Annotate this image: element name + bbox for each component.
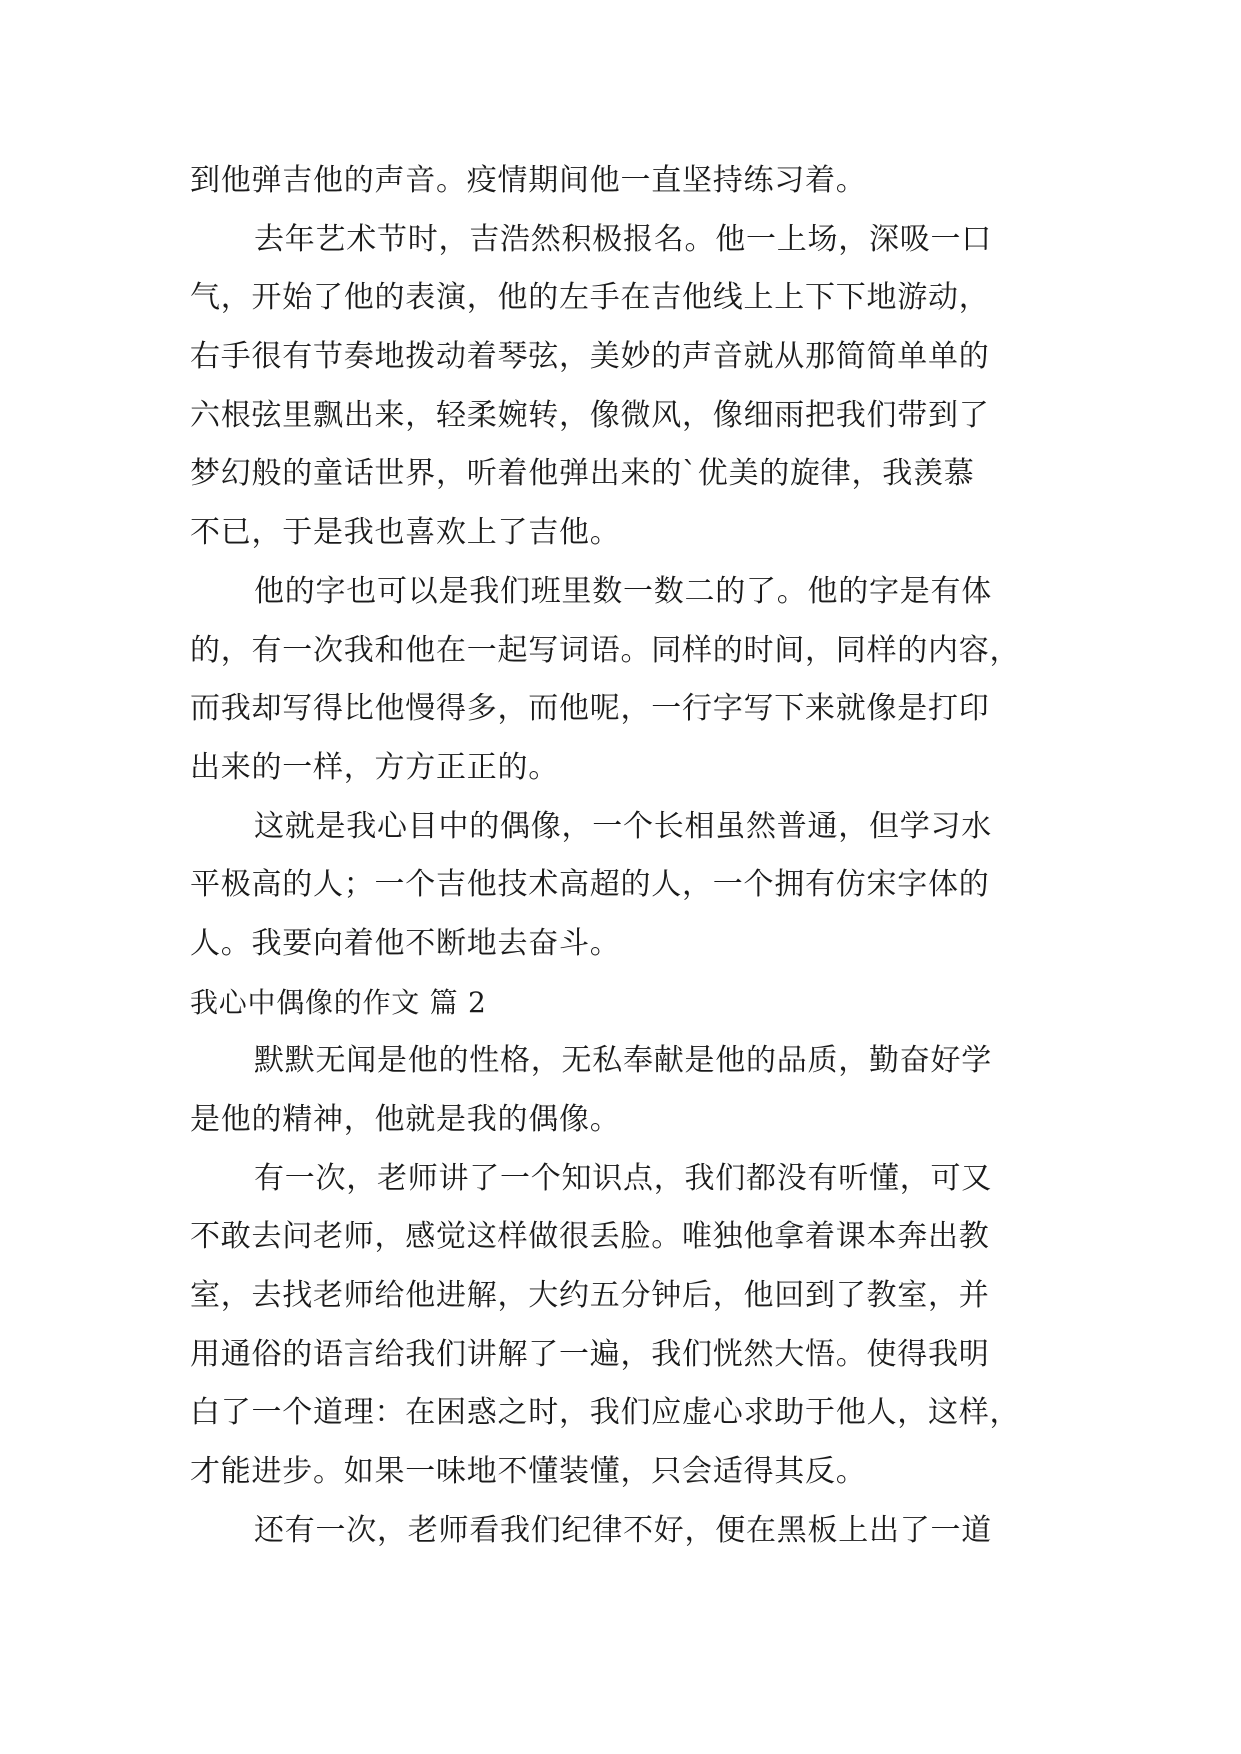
text-line: 默默无闻是他的性格，无私奉献是他的品质，勤奋好学 [254, 1043, 992, 1079]
section-heading [190, 974, 1060, 1033]
text-line: 梦幻般的童话世界，听着他弹出来的`优美的旋律，我羡慕 [190, 456, 975, 492]
text-line: 平极高的人；一个吉他技术高超的人，一个拥有仿宋字体的 [190, 867, 990, 903]
text-line: 去年艺术节时，吉浩然积极报名。他一上场，深吸一口 [254, 221, 992, 257]
text-line: 人。我要向着他不断地去奋斗。 [190, 925, 621, 961]
text-line: 白了一个道理：在困惑之时，我们应虚心求助于他人，这样， [190, 1395, 1021, 1431]
paragraph [190, 1502, 1060, 1561]
paragraph [190, 1032, 1060, 1149]
text-line: 右手很有节奏地拨动着琴弦，美妙的声音就从那简简单单的 [190, 339, 990, 375]
text-line: 还有一次，老师看我们纪律不好，便在黑板上出了一道 [254, 1512, 992, 1548]
text-line: 是他的精神，他就是我的偶像。 [190, 1102, 621, 1137]
text-line: 这就是我心目中的偶像，一个长相虽然普通，但学习水 [254, 808, 992, 844]
text-line: 才能进步。如果一味地不懂装懂，只会适得其反。 [190, 1454, 867, 1490]
text-line: 不敢去问老师，感觉这样做很丢脸。唯独他拿着课本奔出教 [190, 1219, 990, 1255]
text-line: 而我却写得比他慢得多，而他呢，一行字写下来就像是打印 [190, 691, 990, 727]
text-line: 出来的一样，方方正正的。 [190, 749, 559, 785]
document-body [190, 152, 1060, 1561]
paragraph [190, 211, 1060, 563]
text-line: 不已，于是我也喜欢上了吉他。 [190, 515, 621, 551]
text-line: 到他弹吉他的声音。疫情期间他一直坚持练习着。 [190, 163, 867, 198]
text-line: 他的字也可以是我们班里数一数二的了。他的字是有体 [254, 573, 992, 609]
text-line: 气，开始了他的表演，他的左手在吉他线上上下下地游动， [190, 280, 990, 316]
heading-line: 我心中偶像的作文 篇 2 [190, 985, 487, 1019]
text-line: 的，有一次我和他在一起写词语。同样的时间，同样的内容， [190, 632, 1021, 668]
paragraph [190, 563, 1060, 798]
text-line: 有一次，老师讲了一个知识点，我们都没有听懂，可又 [254, 1160, 992, 1196]
paragraph [190, 1150, 1060, 1502]
text-line: 六根弦里飘出来，轻柔婉转，像微风，像细雨把我们带到了 [190, 397, 990, 433]
text-line: 室，去找老师给他进解，大约五分钟后，他回到了教室，并 [190, 1278, 990, 1314]
paragraph [190, 798, 1060, 974]
paragraph [190, 152, 1060, 211]
text-line: 用通俗的语言给我们讲解了一遍，我们恍然大悟。使得我明 [190, 1336, 990, 1372]
